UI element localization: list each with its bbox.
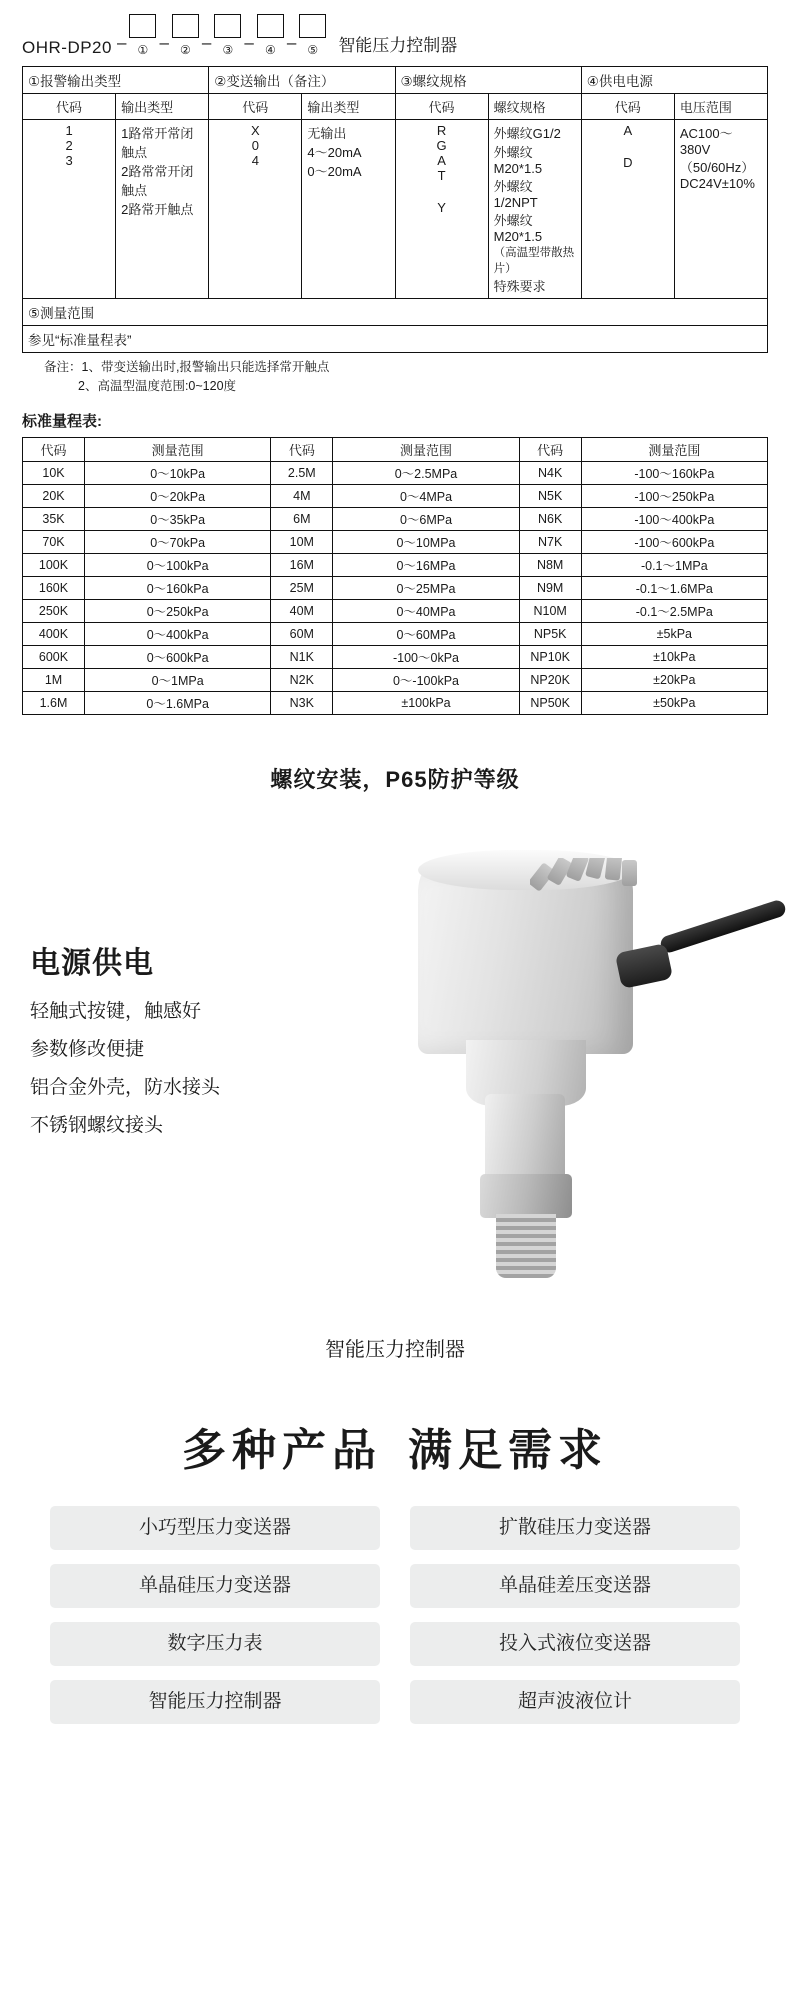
range-r7-c1: 0～400kPa [85,622,271,645]
feature-item-2: 参数修改便捷 [30,1038,145,1060]
code-box-group [114,14,326,58]
range-r0-c3: 0～2.5MPa [333,461,519,484]
group-label-1: 报警输出类型 [40,74,122,89]
range-r1-c4: N5K [519,484,581,507]
product-title: 智能压力控制器 [338,36,458,55]
code-marker-1: ① [137,43,149,57]
group-header-power [581,67,767,94]
thread-value-3: 外螺纹1/2NPT [493,179,538,210]
col-header-code-4: 代码 [581,94,674,120]
range-r5-c5: -0.1～1.6MPa [581,576,767,599]
alarm-code-1: 1 [65,123,73,138]
range-group-marker: ⑤ [28,306,41,321]
range-r4-c2: 16M [271,553,333,576]
range-group-row [23,299,768,326]
spec-table-wrap [0,58,790,396]
thread-banner: 螺纹安装，P65防护等级 [270,766,520,792]
feature-list [30,993,220,1145]
table-row [23,645,768,668]
range-r5-c2: 25M [271,576,333,599]
alarm-values-cell [116,120,209,299]
spec-table [22,66,768,353]
col-header-code-1: 代码 [23,94,116,120]
table-row [23,461,768,484]
range-r4-c5: -0.1～1MPa [581,553,767,576]
range-r10-c5: ±50kPa [581,691,767,714]
photo-caption: 智能压力控制器 [325,1338,465,1361]
col-header-value-1: 输出类型 [116,94,209,120]
range-r9-c2: N2K [271,668,333,691]
range-r2-c5: -100～400kPa [581,507,767,530]
range-r0-c5: -100～160kPa [581,461,767,484]
range-r1-c2: 4M [271,484,333,507]
range-r4-c0: 100K [23,553,85,576]
range-r10-c1: 0～1.6MPa [85,691,271,714]
range-th-0: 代码 [23,437,85,461]
range-r3-c3: 0～10MPa [333,530,519,553]
range-r0-c0: 10K [23,461,85,484]
code-dash-4 [284,33,299,58]
range-r6-c2: 40M [271,599,333,622]
code-marker-2: ② [180,43,191,57]
code-dash-1 [156,33,171,58]
range-r0-c1: 0～10kPa [85,461,271,484]
range-r3-c2: 10M [271,530,333,553]
table-row [23,668,768,691]
col-header-value-3: 螺纹规格 [488,94,581,120]
range-r8-c1: 0～600kPa [85,645,271,668]
table-row [23,553,768,576]
dash-1: – [159,33,169,52]
power-code-2: D [623,155,633,170]
group-header-alarm [23,67,209,94]
range-r2-c2: 6M [271,507,333,530]
group-header-thread [395,67,581,94]
spec-col-header-row [23,94,768,120]
group-marker-3: ③ [400,74,413,89]
range-r7-c3: 0～60MPa [333,622,519,645]
output-code-2: 0 [251,138,259,153]
spec-group-header-row [23,67,768,94]
table-row [23,530,768,553]
range-group-label: 测量范围 [40,306,95,321]
range-r3-c4: N7K [519,530,581,553]
code-dash-0 [114,33,129,58]
list-item[interactable]: 单晶硅差压变送器 [410,1564,740,1608]
range-r5-c3: 0～25MPa [333,576,519,599]
range-r5-c1: 0～160kPa [85,576,271,599]
range-r0-c2: 2.5M [271,461,333,484]
device-hex-nut [480,1174,572,1218]
products-heading-right: 满足需求 [408,1425,608,1475]
table-row [23,599,768,622]
range-r6-c1: 0～250kPa [85,599,271,622]
code-slot-1 [129,14,156,58]
range-r9-c5: ±20kPa [581,668,767,691]
alarm-codes-cell [23,120,116,299]
range-r6-c0: 250K [23,599,85,622]
range-r10-c0: 1.6M [23,691,85,714]
range-r9-c0: 1M [23,668,85,691]
alarm-value-2: 2路常常开闭触点 [121,164,194,198]
power-codes-cell [581,120,674,299]
range-r1-c5: -100～250kPa [581,484,767,507]
range-r0-c4: N4K [519,461,581,484]
thread-code-3: A [437,153,446,168]
list-item[interactable]: 单晶硅压力变送器 [50,1564,380,1608]
range-ref-cell: 参见“标准量程表” [23,326,768,353]
range-r3-c5: -100～600kPa [581,530,767,553]
range-r4-c4: N8M [519,553,581,576]
range-th-2: 代码 [271,437,333,461]
range-r7-c0: 400K [23,622,85,645]
col-header-code-3: 代码 [395,94,488,120]
code-slot-4 [257,14,284,58]
range-r8-c3: -100～0kPa [333,645,519,668]
range-r2-c0: 35K [23,507,85,530]
table-row [23,622,768,645]
list-item[interactable]: 数字压力表 [50,1622,380,1666]
thread-value-4: 外螺纹M20*1.5 [493,213,543,244]
code-slot-5 [299,14,326,58]
thread-code-4: T [437,168,446,183]
thread-value-1: 外螺纹G1/2 [493,126,561,141]
dash-0: – [116,33,127,52]
table-row [23,576,768,599]
col-header-value-4: 电压范围 [674,94,767,120]
range-th-3: 测量范围 [333,437,519,461]
col-header-code-2: 代码 [209,94,302,120]
range-r10-c3: ±100kPa [333,691,519,714]
group-marker-1: ① [28,74,41,89]
code-dash-2 [199,33,214,58]
range-r1-c0: 20K [23,484,85,507]
code-slot-3 [214,14,241,58]
range-r6-c5: -0.1～2.5MPa [581,599,767,622]
range-r2-c4: N6K [519,507,581,530]
list-item[interactable]: 小巧型压力变送器 [50,1506,380,1550]
range-r9-c3: 0～-100kPa [333,668,519,691]
range-r6-c4: N10M [519,599,581,622]
range-r3-c1: 0～70kPa [85,530,271,553]
range-r9-c4: NP20K [519,668,581,691]
output-code-3: 4 [251,153,259,168]
products-heading-left: 多种产品 [182,1425,382,1475]
alarm-value-1: 1路常开常闭触点 [121,126,194,160]
alarm-code-3: 3 [65,153,73,168]
products-heading [0,1368,790,1506]
product-photo-section [0,808,790,1368]
dash-3: – [244,33,254,52]
thread-value-5: 特殊要求 [493,279,546,294]
alarm-value-3: 2路常开触点 [121,202,194,217]
range-r8-c2: N1K [271,645,333,668]
range-r5-c0: 160K [23,576,85,599]
group-marker-2: ② [214,74,227,89]
range-r1-c3: 0～4MPa [333,484,519,507]
table-row [23,691,768,714]
power-supply-heading: 电源供电 [30,946,154,980]
range-group-header [23,299,768,326]
range-r5-c4: N9M [519,576,581,599]
range-r8-c5: ±10kPa [581,645,767,668]
range-header-row [23,437,768,461]
code-marker-5: ⑤ [307,43,319,57]
output-value-1: 无输出 [307,126,347,141]
col-header-value-2: 输出类型 [302,94,395,120]
code-marker-3: ③ [222,43,234,57]
feature-item-3: 铝合金外壳，防水接头 [30,1076,221,1098]
product-list [0,1506,790,1754]
list-item[interactable]: 扩散硅压力变送器 [410,1506,740,1550]
feature-item-4: 不锈钢螺纹接头 [30,1114,164,1136]
model-name: OHR-DP20 [22,38,112,57]
power-value-1-sub: （50/60Hz） [679,160,755,175]
thread-value-2: 外螺纹M20*1.5 [493,145,543,176]
range-r7-c2: 60M [271,622,333,645]
power-code-1: A [623,123,633,138]
table-row [23,484,768,507]
device-thread [496,1214,556,1278]
group-header-output [209,67,395,94]
power-values-cell [674,120,767,299]
spec-note-2: 2、高温型温度范围:0~120度 [78,378,237,393]
code-box-1[interactable] [129,14,156,38]
spec-note-1: 备注：1、带变送输出时,报警输出只能选择常开触点 [44,360,330,374]
range-ref-row [23,326,768,353]
code-box-4[interactable] [257,14,284,38]
output-value-3: 0～20mA [307,164,362,179]
product-image [380,844,710,1314]
range-r2-c3: 0～6MPa [333,507,519,530]
range-table-wrap [0,437,790,715]
thread-code-5: Y [437,200,446,215]
device-stem [485,1094,565,1180]
code-marker-4: ④ [264,43,276,57]
thread-value-4-sub: （高温型带散热片） [493,247,575,275]
output-values-cell [302,120,395,299]
group-marker-4: ④ [586,74,599,89]
range-r10-c4: NP50K [519,691,581,714]
power-value-2: DC24V±10% [679,176,755,191]
range-r7-c4: NP5K [519,622,581,645]
table-row [23,507,768,530]
range-th-4: 代码 [519,437,581,461]
range-r6-c3: 0～40MPa [333,599,519,622]
group-label-2: 变送输出（备注） [226,74,335,89]
range-r8-c4: NP10K [519,645,581,668]
range-r7-c5: ±5kPa [581,622,767,645]
dash-2: – [201,33,212,52]
model-code-header [0,0,790,58]
group-label-3: 螺纹规格 [412,74,467,89]
feature-item-1: 轻触式按键，触感好 [30,1000,202,1022]
range-r1-c1: 0～20kPa [85,484,271,507]
code-box-2[interactable] [172,14,199,38]
thread-values-cell [488,120,581,299]
output-value-2: 4～20mA [307,145,362,160]
group-label-4: 供电电源 [598,74,653,89]
code-dash-3 [241,33,256,58]
output-codes-cell [209,120,302,299]
list-item[interactable]: 投入式液位变送器 [410,1622,740,1666]
list-item[interactable]: 智能压力控制器 [50,1680,380,1724]
list-item[interactable]: 超声波液位计 [410,1680,740,1724]
thread-code-2: G [436,138,447,153]
range-r8-c0: 600K [23,645,85,668]
thread-codes-cell [395,120,488,299]
range-r2-c1: 0～35kPa [85,507,271,530]
range-r4-c3: 0～16MPa [333,553,519,576]
code-box-5[interactable] [299,14,326,38]
range-table-title: 标准量程表: [22,412,102,430]
thread-code-1: R [436,123,447,138]
power-value-1: AC100～380V [679,126,733,157]
code-box-3[interactable] [214,14,241,38]
spec-body-row [23,120,768,299]
code-slot-2 [172,14,199,58]
range-r4-c1: 0～100kPa [85,553,271,576]
output-code-1: X [250,123,260,138]
range-r3-c0: 70K [23,530,85,553]
alarm-code-2: 2 [65,138,73,153]
range-th-1: 测量范围 [85,437,271,461]
cable [659,898,788,954]
range-r10-c2: N3K [271,691,333,714]
dash-4: – [286,33,297,52]
range-r9-c1: 0～1MPa [85,668,271,691]
range-table [22,437,768,715]
range-th-5: 测量范围 [581,437,767,461]
